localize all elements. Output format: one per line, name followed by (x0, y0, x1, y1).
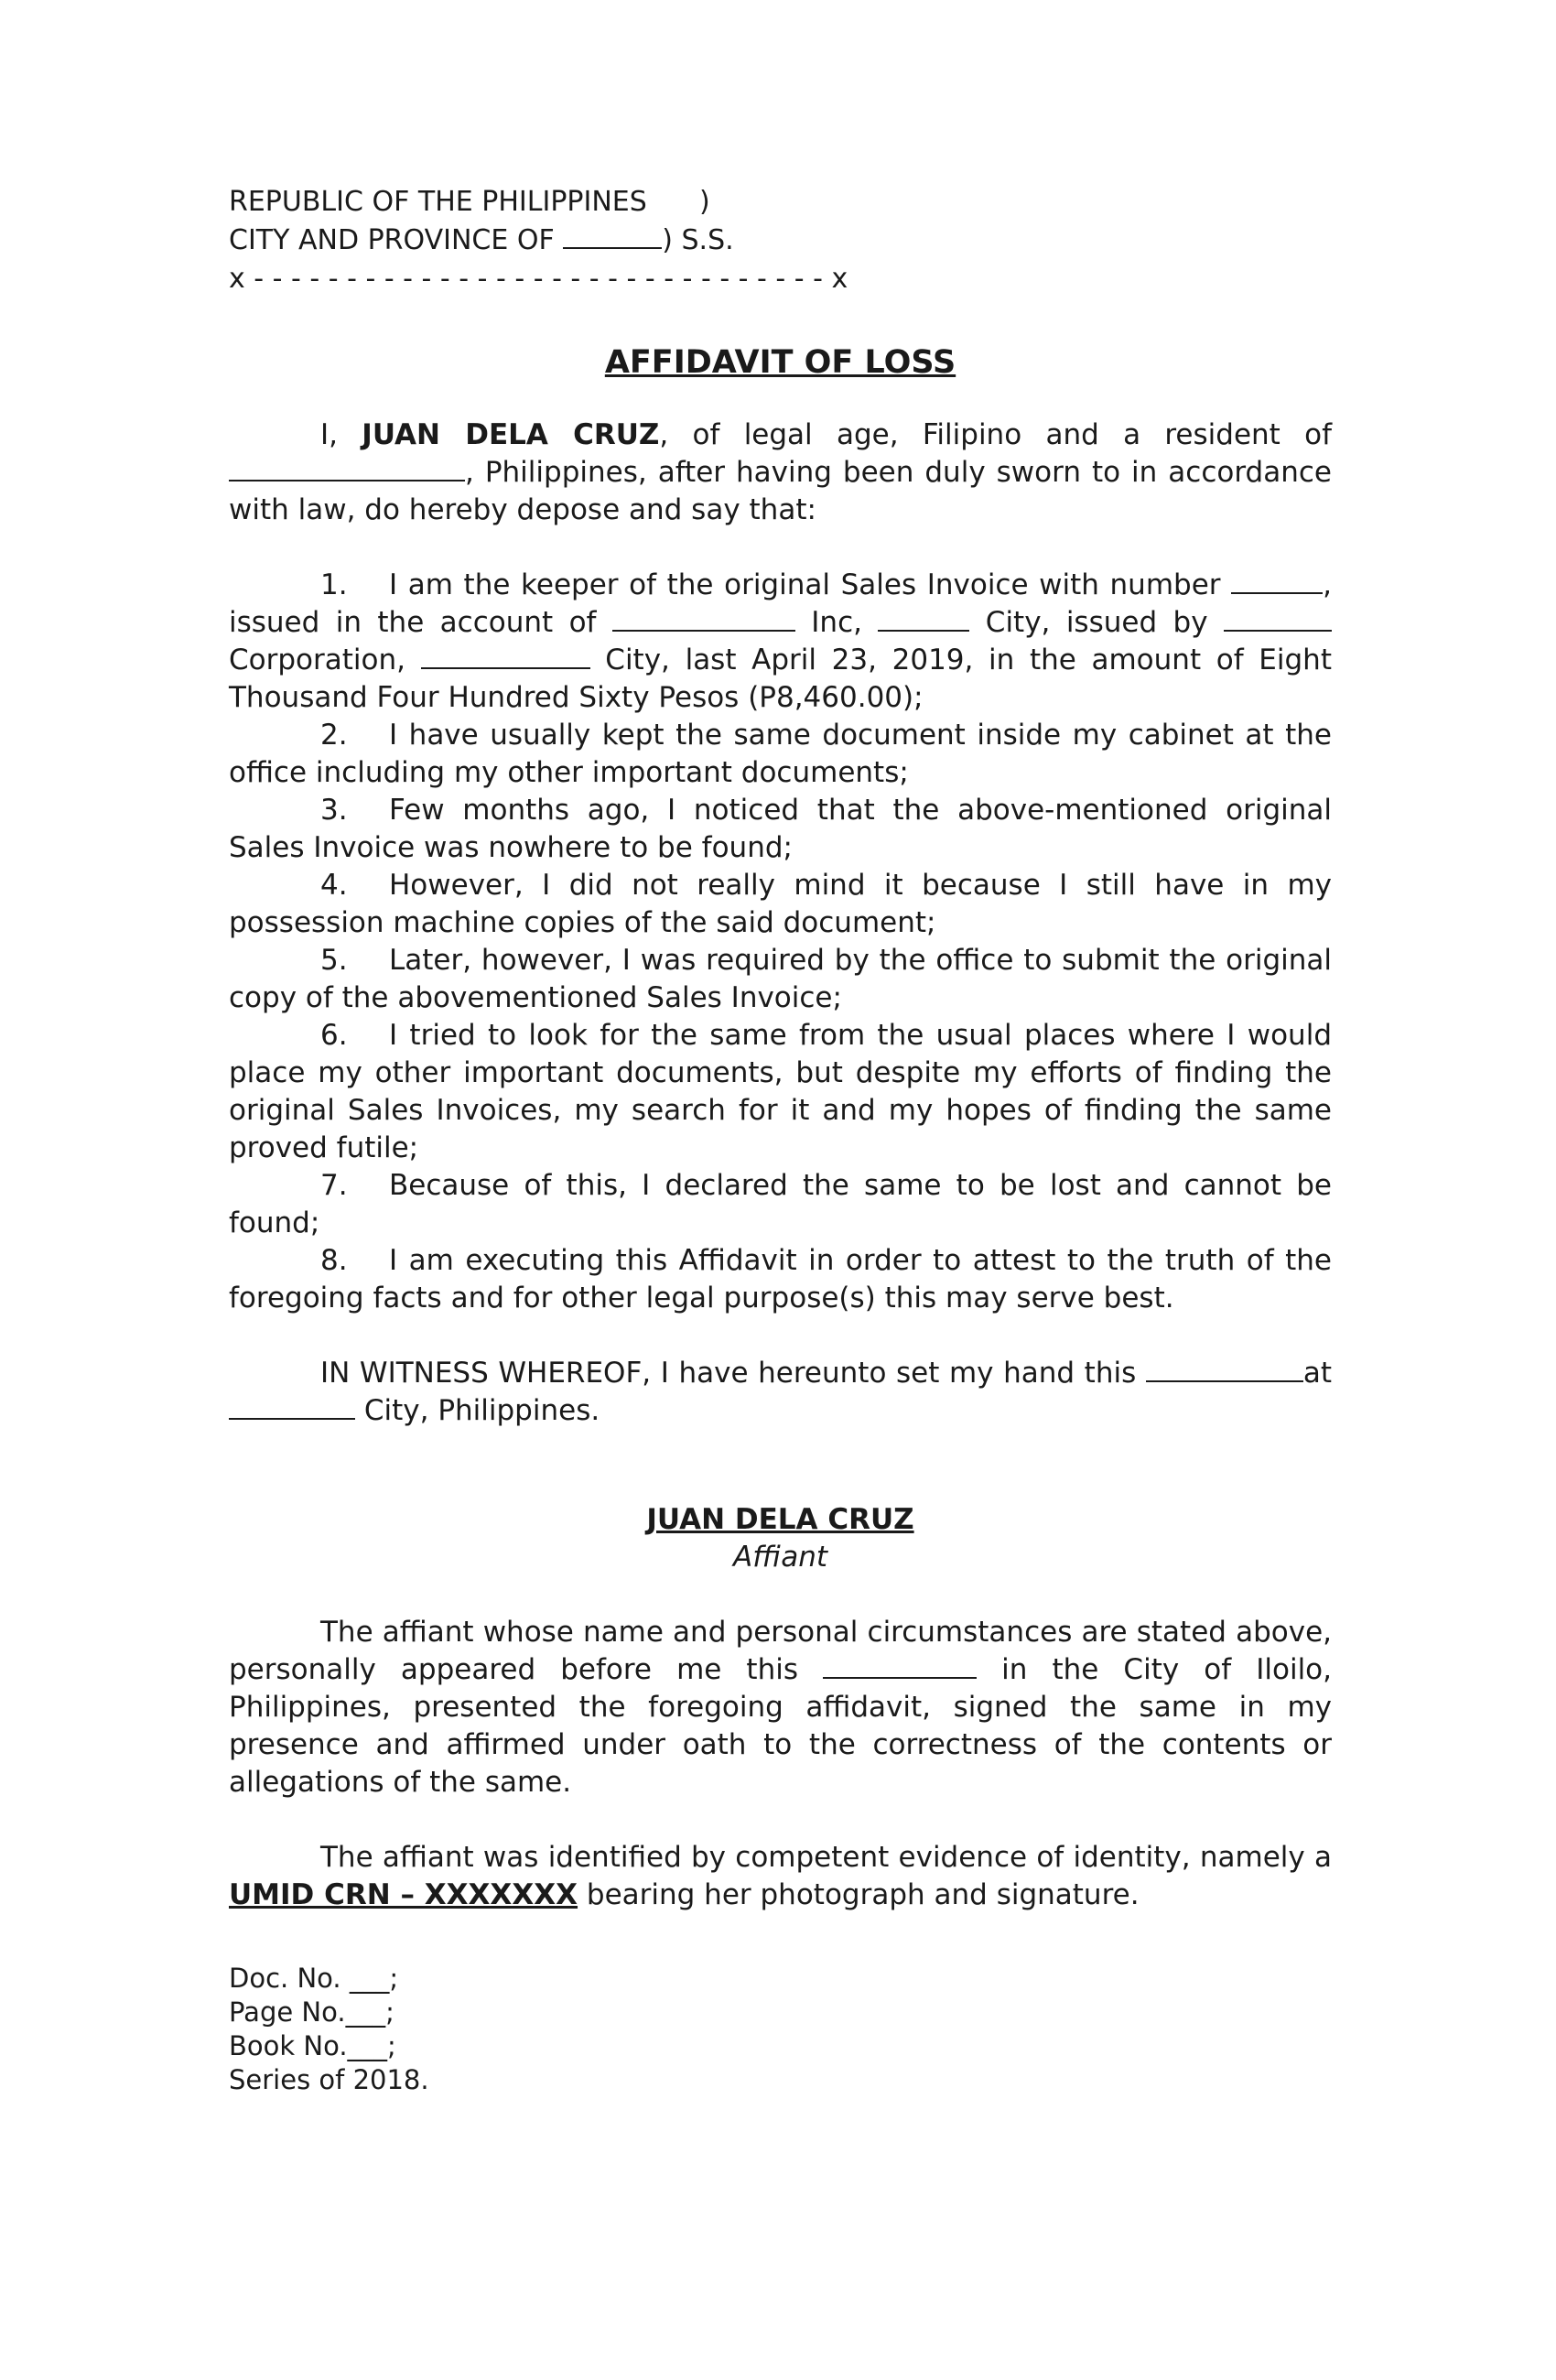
venue-city: CITY AND PROVINCE OF ) S.S. (229, 224, 734, 256)
notarial-register (229, 1962, 1332, 2097)
affidavit-page (229, 183, 1332, 2097)
intro-paragraph: I, JUAN DELA CRUZ, of legal age, Filipino and a resident of , Philippines, after having been duly sworn to in accordance with law, do hereby depose and say that: (229, 418, 1332, 526)
affiant-role: Affiant (733, 1541, 827, 1574)
city-blank-3 (229, 1394, 355, 1420)
issuer-blank (1224, 606, 1332, 632)
signature-block (229, 1501, 1332, 1576)
affiant-name-inline: JUAN DELA CRUZ (362, 418, 660, 451)
city-blank-2 (421, 644, 590, 669)
city-blank-1 (878, 606, 969, 632)
doc-number: Doc. No. ___; (229, 1963, 399, 1994)
id-reference: UMID CRN – XXXXXXX (229, 1878, 578, 1911)
venue-divider: x - - - - - - - - - - - - - - - - - - - - - - - - - - - - - - - x (229, 263, 848, 295)
venue-block (229, 183, 1332, 298)
list-item: 6. I tried to look for the same from the usual places where I would place my other important documents, but despite my efforts of finding the original Sales Invoices, my search for it and my hopes of finding the same proved futile; (229, 1019, 1332, 1164)
jurat-date-blank (823, 1653, 977, 1679)
jurat-paragraph: The affiant whose name and personal circumstances are stated above, personally appeared before me this in the City of Iloilo, Philippines, presented the foregoing affidavit, signed the same in my presence and affirmed under oath to the correctness of the contents or allegations of the same. (229, 1616, 1332, 1799)
book-number: Book No.___; (229, 2030, 396, 2061)
invoice-number-blank (1231, 568, 1323, 594)
list-item: 4. However, I did not really mind it because I still have in my possession machine copies of the said document; (229, 869, 1332, 939)
identity-paragraph: The affiant was identified by competent evidence of identity, namely a UMID CRN – XXXXXXX bearing her photograph and signature. (229, 1841, 1332, 1911)
page-number: Page No.___; (229, 1996, 394, 2028)
list-item: 8. I am executing this Affidavit in order to attest to the truth of the foregoing facts and for other legal purpose(s) this may serve best. (229, 1244, 1332, 1314)
series-year: Series of 2018. (229, 2064, 429, 2095)
city-blank (563, 223, 662, 249)
date-blank (1146, 1357, 1303, 1382)
list-item: 5. Later, however, I was required by the office to submit the original copy of the abovementioned Sales Invoice; (229, 944, 1332, 1014)
witness-paragraph: IN WITNESS WHEREOF, I have hereunto set my hand this at City, Philippines. (229, 1355, 1332, 1430)
list-item: 2. I have usually kept the same document inside my cabinet at the office including my other important documents; (229, 719, 1332, 789)
residence-blank (229, 456, 465, 481)
document-title: AFFIDAVIT OF LOSS (604, 344, 956, 381)
venue-republic: REPUBLIC OF THE PHILIPPINES ) (229, 186, 710, 218)
list-item: 1. I am the keeper of the original Sales Invoice with number , issued in the account of Inc, City, issued by Corporation, City, last April 23, 2019, in the amount of Eight Thousand Four Hundred Sixty Pesos (P8,460.00); (229, 568, 1332, 714)
list-item: 3. Few months ago, I noticed that the above-mentioned original Sales Invoice was nowhere to be found; (229, 794, 1332, 864)
account-blank (612, 606, 795, 632)
list-item: 7. Because of this, I declared the same to be lost and cannot be found; (229, 1169, 1332, 1239)
affiant-signature-name: JUAN DELA CRUZ (646, 1503, 914, 1536)
